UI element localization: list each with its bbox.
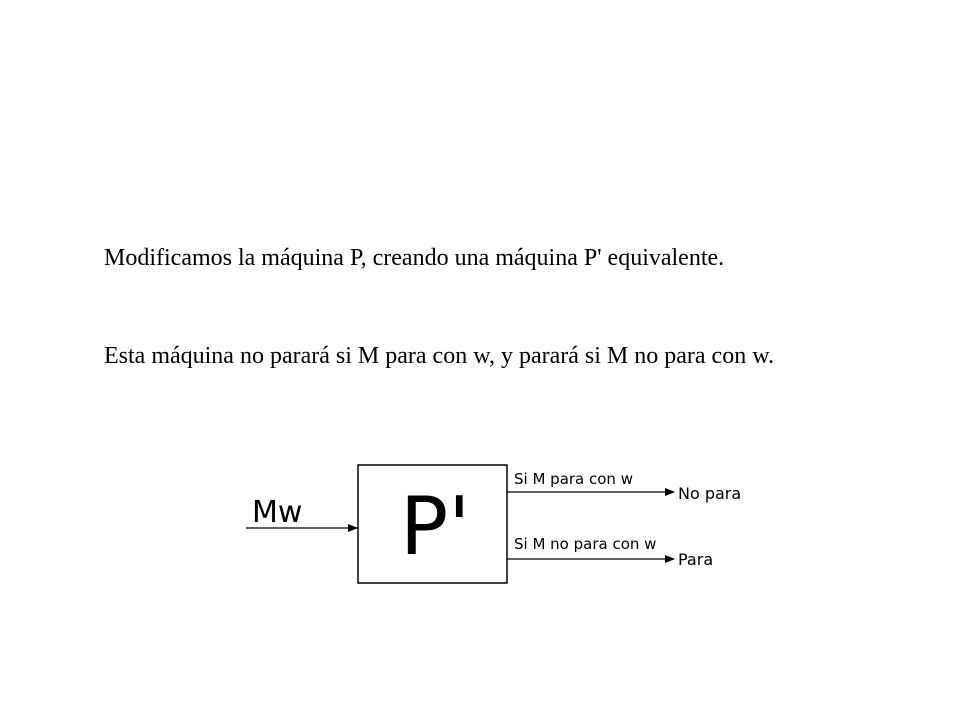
paragraph-2: Esta máquina no parará si M para con w, y parará si M no para con w. (104, 343, 774, 369)
machine-label: P' (400, 480, 471, 573)
branch-bottom-result: Para (678, 550, 714, 569)
branch-top-result: No para (678, 484, 742, 503)
input-label: Mw (252, 495, 303, 530)
branch-top-condition: Si M para con w (514, 470, 633, 488)
branch-bottom-condition: Si M no para con w (514, 535, 657, 553)
paragraph-1: Modificamos la máquina P, creando una máquina P' equivalente. (104, 245, 725, 271)
